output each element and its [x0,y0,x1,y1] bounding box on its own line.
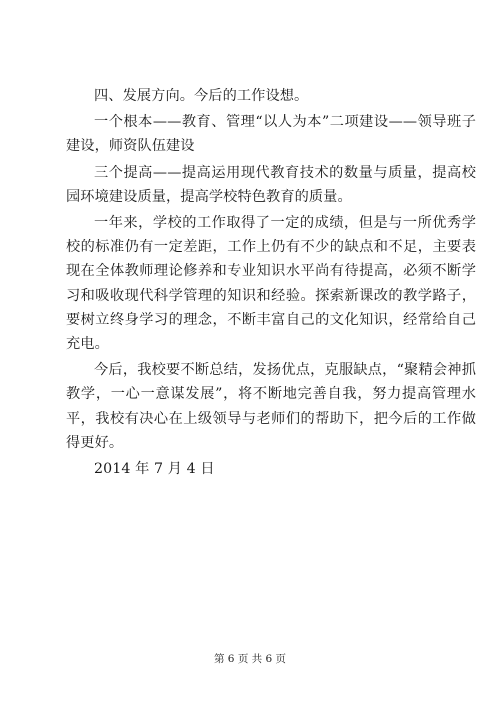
paragraph-annual-review: 一年来，学校的工作取得了一定的成绩，但是与一所优秀学校的标准仍有一定差距，工作上仍有不少的缺点和不足，主要表现在全体教师理论修养和专业知识水平尚有待提高，必须不断学习和吸收现代科学管理的知识和经验。探索新课改的教学路子，要树立终身学习的理念，不断丰富自己的文化知识，经常给自己充电。 [66,215,476,353]
section-heading: 四、发展方向。今后的工作设想。 [94,88,309,104]
paragraph-future-plan: 今后，我校要不断总结，发扬优点，克服缺点，“聚精会神抓教学，一心一意谋发展”，将不断地完善自我，努力提高管理水平，我校有决心在上级领导与老师们的帮助下，把今后的工作做得更好。 [66,362,476,451]
paragraph-one-fundamental: 一个根本——教育、管理“以人为本”二项建设——领导班子建设，师资队伍建设 [66,114,476,155]
document-body [66,84,476,481]
document-date: 2014 年 7 月 4 日 [94,461,215,478]
page-number-footer: 第 6 页 共 6 页 [213,653,287,665]
paragraph-three-improvements: 三个提高——提高运用现代教育技术的数量与质量，提高校园环境建设质量，提高学校特色教育的质量。 [66,164,476,205]
